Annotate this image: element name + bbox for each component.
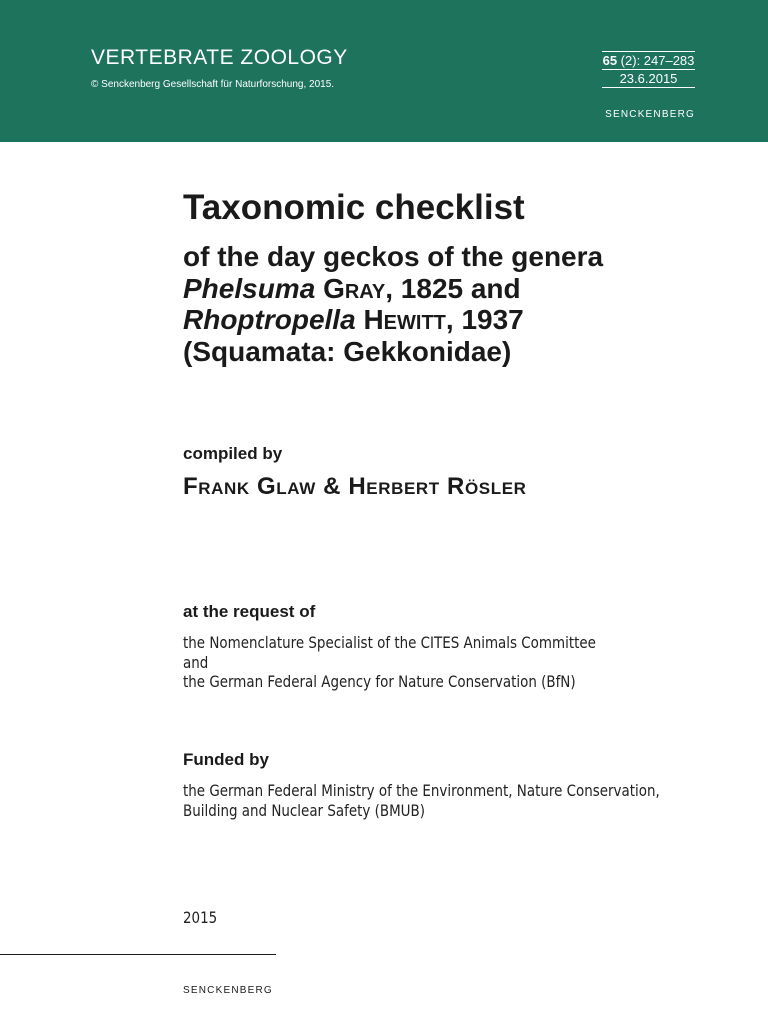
- funding-text: [183, 781, 660, 820]
- subtitle: [183, 241, 703, 367]
- authors: Frank Glaw & Herbert Rösler: [183, 473, 527, 500]
- year-1825: , 1825 and: [385, 272, 521, 304]
- footer-publisher: SENCKENBERG: [183, 985, 273, 996]
- year-1937: , 1937: [445, 304, 524, 335]
- funded-by-label: Funded by: [183, 750, 269, 769]
- genus-phelsuma: Phelsuma: [183, 272, 316, 304]
- subtitle-line-1: of the day geckos of the genera: [183, 241, 604, 272]
- request-line: and: [183, 652, 209, 672]
- request-label: at the request of: [183, 602, 316, 621]
- compiled-by-label: compiled by: [183, 444, 283, 463]
- subtitle-line-3: [183, 304, 703, 336]
- issue-pages: (2): 247–283: [617, 53, 695, 68]
- genus-rhoptropella: Rhoptropella: [183, 304, 356, 335]
- request-line: the German Federal Agency for Nature Conservation (BfN): [183, 672, 576, 691]
- publisher-name: SENCKENBERG: [605, 109, 695, 120]
- subtitle-line-4: (Squamata: Gekkonidae): [183, 335, 512, 367]
- funding-line: Building and Nuclear Safety (BMUB): [183, 800, 425, 820]
- author-gray: Gray: [323, 272, 386, 304]
- volume-number: 65: [602, 53, 618, 68]
- footer-divider: [0, 954, 276, 955]
- request-text: [183, 633, 596, 692]
- funding-line: the German Federal Ministry of the Environment, Nature Conservation,: [183, 781, 660, 800]
- journal-banner: [0, 0, 768, 142]
- request-line: the Nomenclature Specialist of the CITES Animals Committee: [183, 633, 596, 652]
- author-hewitt: Hewitt: [363, 304, 446, 335]
- journal-name: VERTEBRATE ZOOLOGY: [91, 46, 348, 69]
- subtitle-line-2: [183, 273, 703, 305]
- page-title: Taxonomic checklist: [183, 188, 525, 227]
- publication-year: 2015: [183, 908, 218, 927]
- issue-rule-bottom: [602, 87, 695, 88]
- issue-date: 23.6.2015: [619, 71, 678, 86]
- issue-volume-pages: [602, 52, 695, 69]
- issue-info: [602, 51, 695, 88]
- copyright-notice: © Senckenberg Gesellschaft für Naturforschung, 2015.: [91, 79, 335, 90]
